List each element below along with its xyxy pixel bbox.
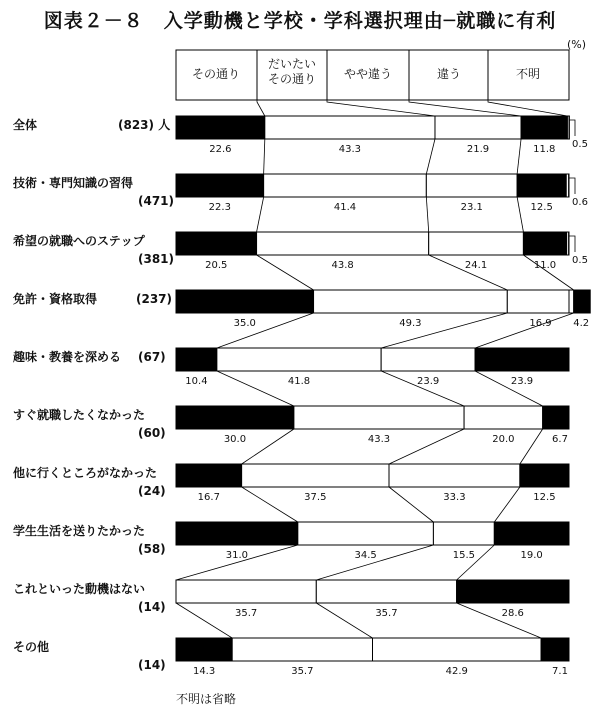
bar-segment xyxy=(176,406,294,429)
value-label: 35.0 xyxy=(233,318,256,329)
unit-label: (%) xyxy=(567,38,587,51)
footnote: 不明は省略 xyxy=(176,692,237,706)
row-count: (14) xyxy=(138,658,166,672)
value-label: 11.0 xyxy=(533,260,557,271)
bar-segment xyxy=(543,406,569,429)
value-label: 42.9 xyxy=(445,666,468,677)
bar-segment xyxy=(232,638,372,661)
legend-label: だいたい xyxy=(267,57,317,71)
value-label: 4.2 xyxy=(573,318,590,329)
bar-segment xyxy=(373,638,542,661)
connector-line xyxy=(517,197,523,232)
chart-title: 図表２－８ 入学動機と学校・学科選択理由─就職に有利 xyxy=(43,10,557,32)
connector-line xyxy=(257,197,264,232)
value-label: 20.0 xyxy=(492,434,515,445)
connector-line xyxy=(426,139,435,174)
row-count: (67) xyxy=(138,350,166,364)
value-label: 30.0 xyxy=(223,434,247,445)
value-label: 10.4 xyxy=(185,376,208,387)
connector-line xyxy=(517,139,521,174)
value-label: 33.3 xyxy=(443,492,466,503)
bar-segment xyxy=(257,232,429,255)
row-label: 希望の就職へのステップ xyxy=(13,234,145,248)
bar-segment xyxy=(176,116,265,139)
bar-segment xyxy=(389,464,520,487)
bar-segment xyxy=(433,522,494,545)
value-label: 35.7 xyxy=(235,608,258,619)
row-label: 学生生活を送りたかった xyxy=(13,524,146,538)
bar-segment xyxy=(176,464,242,487)
row-count: (14) xyxy=(138,600,166,614)
legend-leader-line xyxy=(257,100,265,116)
legend-label: その通り xyxy=(267,72,317,86)
bar-segment xyxy=(264,174,427,197)
bar-segment xyxy=(574,290,591,313)
connector-line xyxy=(242,429,294,464)
value-label: 21.9 xyxy=(466,144,490,155)
bar-segment xyxy=(176,580,316,603)
connector-line xyxy=(389,487,433,522)
bar-segment xyxy=(523,232,566,255)
bar-segment xyxy=(176,174,264,197)
connector-line xyxy=(176,603,232,638)
bar-segment xyxy=(176,290,314,313)
legend-label: 不明 xyxy=(515,67,541,81)
row-count: (381) xyxy=(138,252,175,266)
legend-leader-line xyxy=(409,100,521,116)
value-label: 34.5 xyxy=(354,550,377,561)
bar-segment xyxy=(507,290,573,313)
value-label: 20.5 xyxy=(205,260,228,271)
value-label: 0.5 xyxy=(572,139,588,150)
row-label: すぐ就職したくなかった xyxy=(13,408,146,422)
value-label: 23.1 xyxy=(460,202,483,213)
value-label: 24.1 xyxy=(464,260,488,271)
value-label: 31.0 xyxy=(225,550,249,561)
bar-segment xyxy=(426,174,517,197)
bar-segment xyxy=(520,464,569,487)
row-label: その他 xyxy=(13,640,50,654)
row-count: (60) xyxy=(138,426,166,440)
row-count: (237) xyxy=(136,292,173,306)
value-label: 12.5 xyxy=(530,202,553,213)
bar-segment xyxy=(457,580,569,603)
bar-segment xyxy=(517,174,566,197)
connector-line xyxy=(217,371,294,406)
legend-leader-line xyxy=(327,100,435,116)
bar-segment xyxy=(464,406,543,429)
connector-line xyxy=(494,487,520,522)
connector-line xyxy=(389,429,464,464)
bar-segment xyxy=(566,174,568,197)
bar-segment xyxy=(176,522,298,545)
connector-line xyxy=(264,139,265,174)
connector-line xyxy=(316,603,372,638)
bar-segment xyxy=(381,348,475,371)
value-label: 16.9 xyxy=(529,318,552,329)
value-label: 7.1 xyxy=(552,666,568,677)
row-count: (58) xyxy=(138,542,166,556)
value-label: 23.9 xyxy=(510,376,534,387)
row-count: (823) 人 xyxy=(118,118,171,132)
bar-segment xyxy=(176,232,257,255)
value-label: 23.9 xyxy=(416,376,440,387)
outside-bracket xyxy=(569,236,575,252)
value-label: 0.5 xyxy=(572,255,588,266)
value-label: 41.8 xyxy=(287,376,311,387)
bar-segment xyxy=(521,116,567,139)
value-label: 22.3 xyxy=(208,202,231,213)
bar-segment xyxy=(217,348,381,371)
row-label: これといった動機はない xyxy=(13,582,146,596)
value-label: 6.7 xyxy=(552,434,568,445)
bar-segment xyxy=(316,580,456,603)
connector-line xyxy=(242,487,298,522)
connector-line xyxy=(426,197,428,232)
value-label: 12.5 xyxy=(533,492,556,503)
row-label: 技術・専門知識の習得 xyxy=(13,176,134,190)
value-label: 14.3 xyxy=(192,666,216,677)
value-label: 28.6 xyxy=(501,608,524,619)
value-label: 22.6 xyxy=(209,144,232,155)
value-label: 49.3 xyxy=(399,318,422,329)
row-label: 趣味・教養を深める xyxy=(13,350,122,364)
row-count: (24) xyxy=(138,484,166,498)
value-label: 43.3 xyxy=(338,144,362,155)
connector-line xyxy=(257,255,314,290)
row-label: 全体 xyxy=(13,118,38,132)
bar-segment xyxy=(242,464,389,487)
bar-segment xyxy=(176,638,232,661)
outside-bracket xyxy=(569,178,575,194)
value-label: 15.5 xyxy=(452,550,476,561)
bar-segment xyxy=(294,406,464,429)
bar-segment xyxy=(494,522,569,545)
bar-segment xyxy=(176,348,217,371)
value-label: 41.4 xyxy=(333,202,357,213)
value-label: 35.7 xyxy=(375,608,398,619)
legend-label: やや違う xyxy=(343,67,393,81)
value-label: 0.6 xyxy=(572,197,588,208)
legend-label: 違う xyxy=(436,67,462,81)
row-count: (471) xyxy=(138,194,175,208)
value-label: 37.5 xyxy=(304,492,327,503)
bar-segment xyxy=(435,116,521,139)
value-label: 11.8 xyxy=(533,144,556,155)
bar-segment xyxy=(567,232,569,255)
value-label: 19.0 xyxy=(520,550,543,561)
legend-label: その通り xyxy=(191,67,241,81)
bar-segment xyxy=(475,348,569,371)
value-label: 16.7 xyxy=(197,492,220,503)
bar-segment xyxy=(314,290,508,313)
connector-line xyxy=(520,429,543,464)
bar-segment xyxy=(298,522,434,545)
bar-segment xyxy=(429,232,524,255)
connector-line xyxy=(217,313,314,348)
row-label: 免許・資格取得 xyxy=(13,292,98,306)
bar-segment xyxy=(541,638,569,661)
row-label: 他に行くところがなかった xyxy=(13,466,158,480)
bar-segment xyxy=(265,116,435,139)
value-label: 35.7 xyxy=(291,666,314,677)
connector-line xyxy=(457,603,541,638)
value-label: 43.8 xyxy=(331,260,354,271)
value-label: 43.3 xyxy=(367,434,391,445)
outside-bracket xyxy=(569,120,575,136)
